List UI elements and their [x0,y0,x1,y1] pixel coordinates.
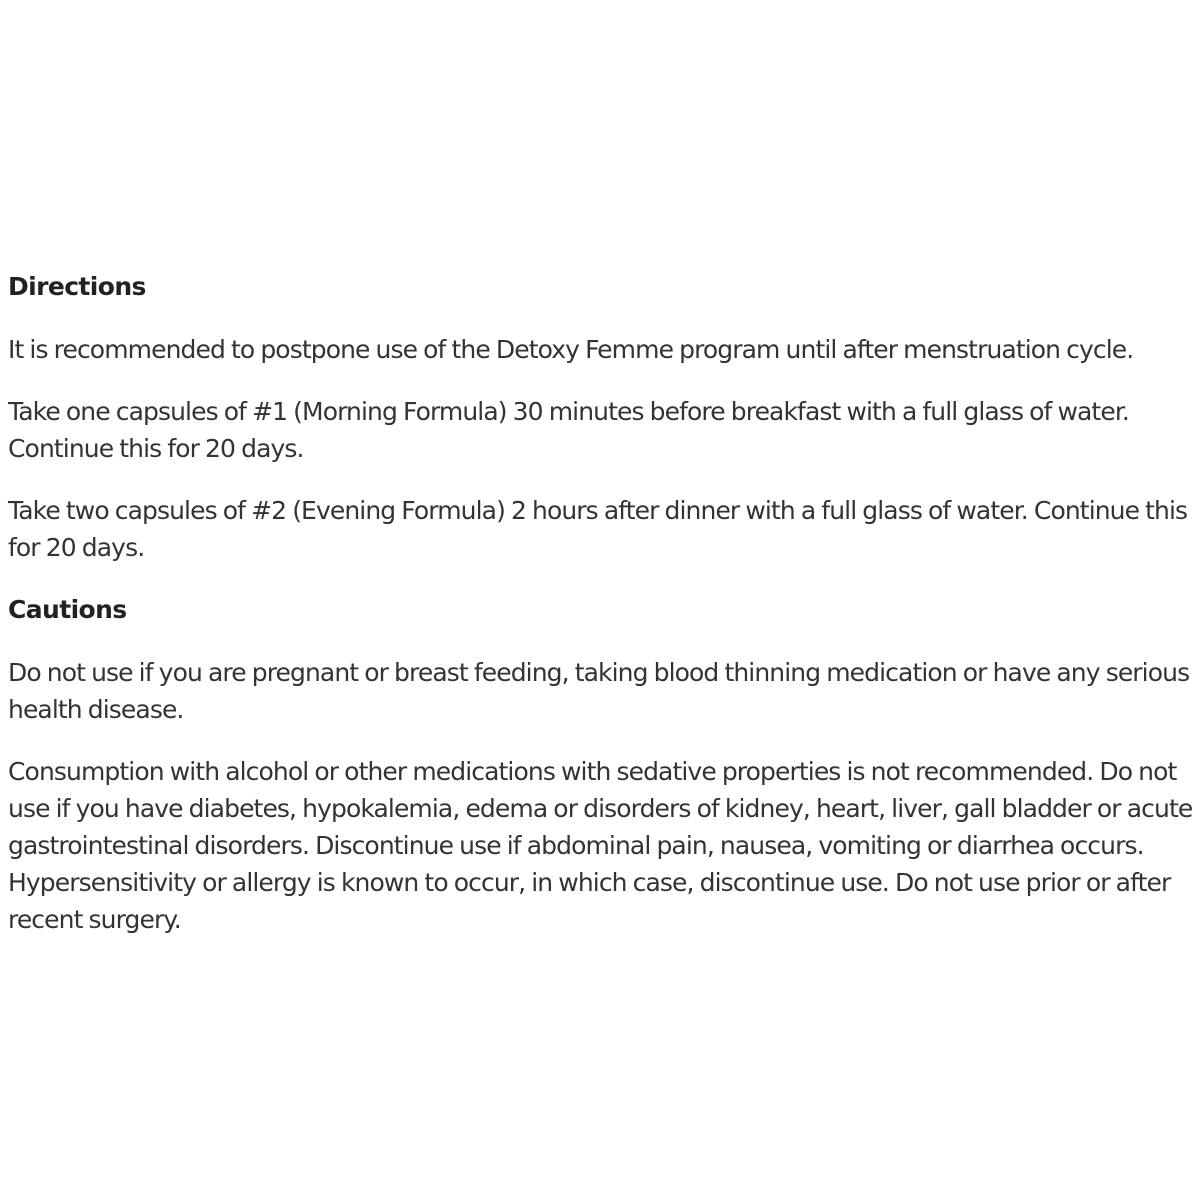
directions-section [8,268,1196,566]
directions-paragraph: Take two capsules of #2 (Evening Formula) 2 hours after dinner with a full glass of water. Continue this for 20 days. [8,496,1188,562]
directions-heading: Directions [8,272,146,301]
cautions-section [8,591,1196,938]
directions-paragraph: It is recommended to postpone use of the Detoxy Femme program until after menstruation cycle. [8,335,1134,364]
cautions-paragraph: Consumption with alcohol or other medications with sedative properties is not recommended. Do not use if you have diabetes, hypokalemia, edema or disorders of kidney, heart, liver, gall bladder or acute gastrointestinal disorders. Discontinue use if abdominal pain, nausea, vomiting or diarrhea occurs. Hypersensitivity or allergy is known to occur, in which case, discontinue use. Do not use prior or after recent surgery. [8,757,1193,934]
cautions-paragraph: Do not use if you are pregnant or breast feeding, taking blood thinning medication or have any serious health disease. [8,658,1190,724]
cautions-heading: Cautions [8,595,127,624]
product-info-content [8,268,1196,963]
directions-paragraph: Take one capsules of #1 (Morning Formula) 30 minutes before breakfast with a full glass of water. Continue this for 20 days. [8,397,1129,463]
